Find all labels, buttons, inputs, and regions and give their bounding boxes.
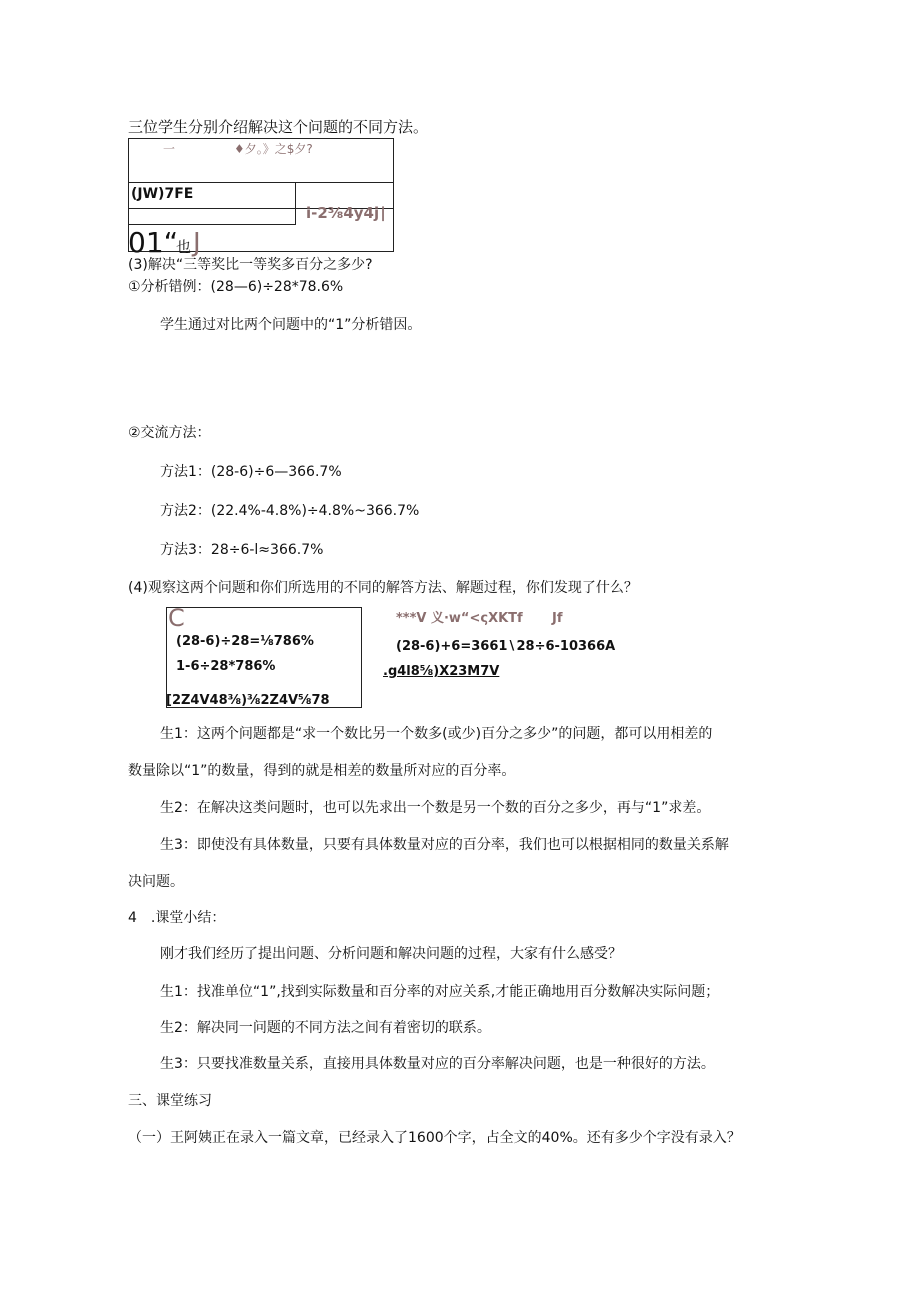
error-example: ①分析错例：(28—6)÷28*78.6%	[128, 279, 344, 295]
method-3: 方法3：28÷6-l≈366.7%	[160, 542, 324, 558]
right-top-b: Jf	[552, 611, 563, 626]
question-4: (4)观察这两个问题和你们所选用的不同的解答方法、解题过程，你们发现了什么？	[128, 580, 638, 596]
answer-3a: 生3：即使没有具体数量，只要有具体数量对应的百分率，我们也可以根据相同的数量关系解	[160, 837, 729, 853]
c-mark: C	[168, 604, 185, 632]
table-cell: J	[193, 228, 201, 258]
answer-1b: 数量除以“1”的数量，得到的就是相差的数量所对应的百分率。	[128, 763, 516, 779]
box-line-1: (28-6)÷28=⅛786%	[176, 634, 314, 649]
table-cell: i-2⅜4y4j∣	[306, 204, 387, 222]
box-line-3: [2Z4V48⅜)⅜2Z4V⅝78	[166, 693, 330, 708]
table-cell: (JW)7FE	[131, 186, 194, 202]
answer-1a: 生1：这两个问题都是“求一个数比另一个数多(或少)百分之多少”的问题，都可以用相差的	[160, 726, 713, 742]
box-line-2: 1-6÷28*786%	[176, 659, 276, 674]
right-line-1: (28-6)+6=3661∖28÷6-10366A	[396, 639, 616, 654]
error-note: 学生通过对比两个问题中的“1”分析错因。	[160, 317, 422, 333]
summary-answer-3: 生3：只要找准数量关系，直接用具体数量对应的百分率解决问题，也是一种很好的方法。	[160, 1056, 715, 1072]
question-3: (3)解决“三等奖比一等奖多百分之多少?	[128, 257, 373, 273]
answer-3b: 决问题。	[128, 874, 184, 890]
section-4-heading: 4 .课堂小结：	[128, 910, 226, 926]
table-cell: 也	[176, 238, 192, 256]
right-line-2: .g4l8⅝)X23M7V	[383, 664, 500, 679]
table-cell: ♦夕。》之$夕?	[234, 142, 313, 156]
right-top-a: ***V 义·w“<ςXKTf	[396, 611, 523, 626]
section-3-heading: 三、课堂练习	[128, 1093, 212, 1109]
table-divider	[129, 224, 295, 225]
summary-answer-2: 生2：解决同一问题的不同方法之间有着密切的联系。	[160, 1020, 491, 1036]
method-2: 方法2：(22.4%-4.8%)÷4.8%~366.7%	[160, 503, 420, 519]
intro-text: 三位学生分别介绍解决这个问题的不同方法。	[128, 118, 429, 136]
table-divider	[129, 182, 393, 183]
table-divider	[295, 182, 296, 225]
table-cell: 一	[163, 142, 176, 156]
table-cell: 01“	[128, 226, 179, 259]
exchange-heading: ②交流方法：	[128, 425, 211, 441]
answer-2: 生2：在解决这类问题时，也可以先求出一个数是另一个数的百分之多少，再与“1”求差。	[160, 800, 711, 816]
summary-question: 刚才我们经历了提出问题、分析问题和解决问题的过程，大家有什么感受？	[160, 946, 622, 962]
method-1: 方法1：(28-6)÷6—366.7%	[160, 464, 342, 480]
summary-answer-1: 生1：找准单位“1”,找到实际数量和百分率的对应关系,才能正确地用百分数解决实际问题；	[160, 984, 720, 1000]
exercise-1: （一）王阿姨正在录入一篇文章，已经录入了1600个字，占全文的40%。还有多少个字没有录入？	[128, 1130, 741, 1146]
